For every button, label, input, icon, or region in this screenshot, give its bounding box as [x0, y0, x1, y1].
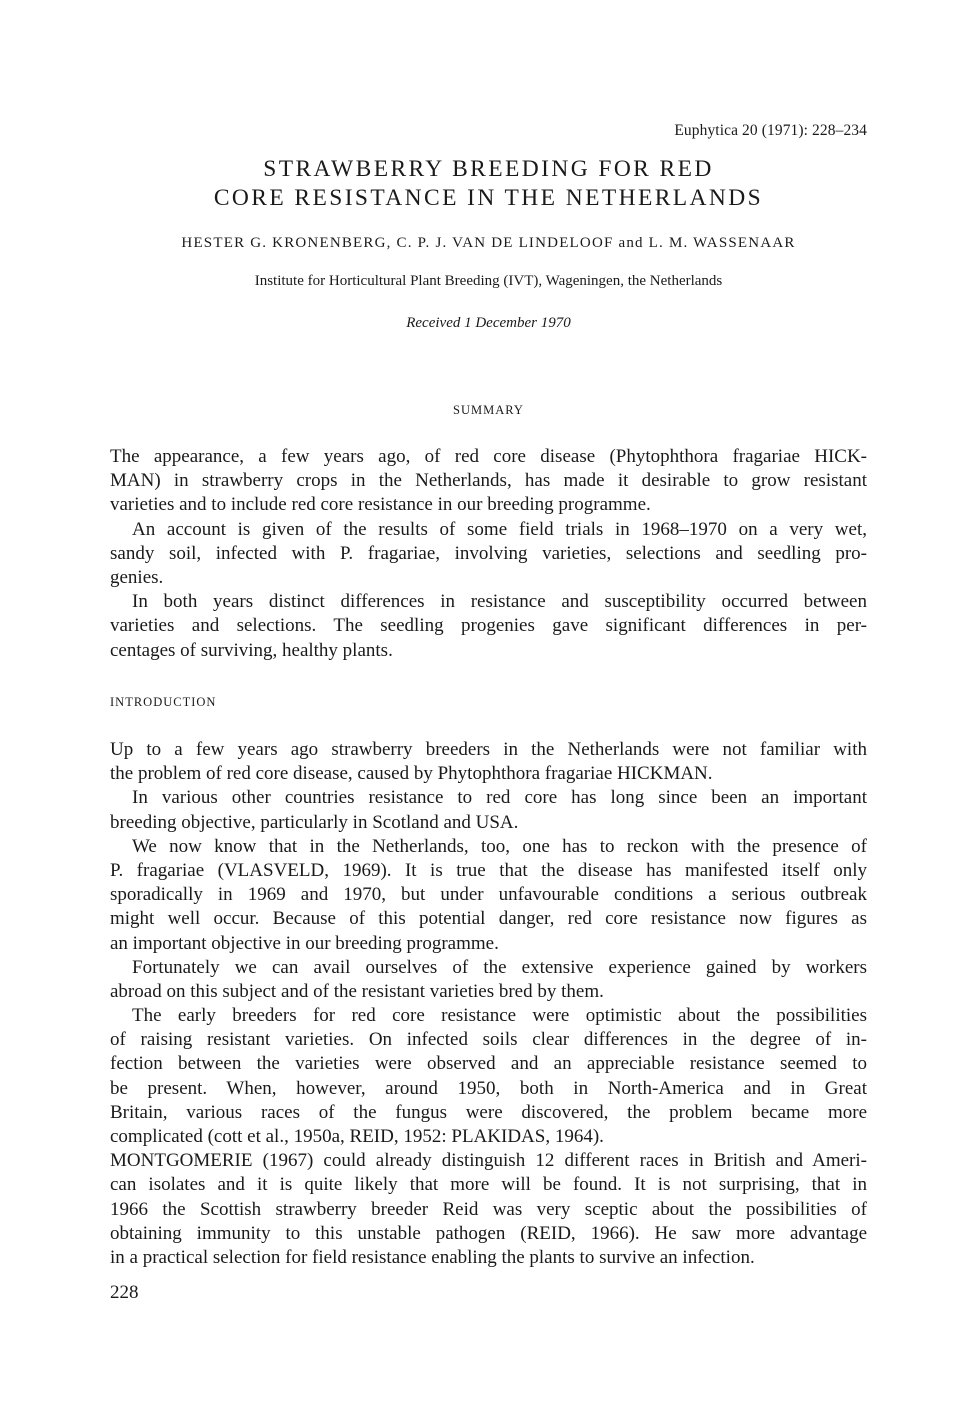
intro-line: In various other countries resistance to red core has long since been an important	[132, 787, 867, 809]
intro-line: Britain, various races of the fungus were discovered, the problem became more	[110, 1101, 867, 1123]
summary-line: MAN) in strawberry crops in the Netherlands, has made it desirable to grow resistant	[110, 470, 867, 492]
summary-line: genies.	[110, 566, 164, 588]
journal-citation: Euphytica 20 (1971): 228–234	[674, 122, 867, 139]
introduction-text	[110, 738, 867, 1270]
intro-line: the problem of red core disease, caused by Phytophthora fragariae HICKMAN.	[110, 763, 713, 785]
summary-line: varieties and selections. The seedling progenies gave significant differences in per-	[110, 615, 867, 637]
intro-line: can isolates and it is quite likely that more will be found. It is not surprising, that in	[110, 1174, 867, 1196]
summary-heading: SUMMARY	[453, 403, 524, 417]
intro-line: an important objective in our breeding programme.	[110, 932, 499, 954]
intro-line: P. fragariae (VLASVELD, 1969). It is true that the disease has manifested itself only	[110, 859, 867, 881]
intro-line: be present. When, however, around 1950, both in North-America and in Great	[110, 1077, 867, 1099]
author-list: HESTER G. KRONENBERG, C. P. J. VAN DE LINDELOOF and L. M. WASSENAAR	[181, 235, 796, 251]
summary-line: In both years distinct differences in resistance and susceptibility occurred between	[132, 591, 867, 613]
page-number: 228	[110, 1282, 139, 1303]
intro-line: in a practical selection for field resistance enabling the plants to survive an infection.	[110, 1246, 755, 1268]
intro-line: 1966 the Scottish strawberry breeder Reid was very sceptic about the possibilities of	[110, 1198, 867, 1220]
affiliation: Institute for Horticultural Plant Breeding (IVT), Wageningen, the Netherlands	[254, 273, 723, 289]
intro-line: complicated (cott et al., 1950a, REID, 1952: PLAKIDAS, 1964).	[110, 1126, 604, 1147]
intro-line: obtaining immunity to this unstable pathogen (REID, 1966). He saw more advantage	[110, 1222, 867, 1244]
intro-line: sporadically in 1969 and 1970, but under unfavourable conditions a serious outbreak	[110, 884, 867, 906]
summary-line: varieties and to include red core resistance in our breeding programme.	[110, 494, 651, 516]
intro-line: might well occur. Because of this potential danger, red core resistance now figures as	[110, 908, 867, 930]
intro-line: Fortunately we can avail ourselves of the extensive experience gained by workers	[132, 956, 867, 978]
intro-line: Up to a few years ago strawberry breeders in the Netherlands were not familiar with	[110, 739, 867, 760]
intro-line: breeding objective, particularly in Scotland and USA.	[110, 811, 519, 833]
summary-text	[110, 445, 867, 663]
intro-line: of raising resistant varieties. On infected soils clear differences in the degree of in-	[110, 1029, 867, 1051]
intro-line: abroad on this subject and of the resistant varieties bred by them.	[110, 980, 604, 1002]
article-title	[110, 155, 867, 213]
summary-line: centages of surviving, healthy plants.	[110, 639, 393, 661]
summary-line: An account is given of the results of some field trials in 1968–1970 on a very wet,	[132, 518, 867, 540]
title-line: STRAWBERRY BREEDING FOR RED	[263, 156, 714, 182]
received-date: Received 1 December 1970	[406, 315, 571, 331]
intro-line: We now know that in the Netherlands, too, one has to reckon with the presence of	[132, 835, 867, 857]
title-line: CORE RESISTANCE IN THE NETHERLANDS	[213, 185, 764, 211]
summary-line: sandy soil, infected with P. fragariae, involving varieties, selections and seedling pro-	[110, 542, 867, 564]
intro-line: fection between the varieties were observed and an appreciable resistance seemed to	[110, 1053, 867, 1075]
journal-page	[110, 0, 867, 1425]
summary-line: The appearance, a few years ago, of red core disease (Phytophthora fragariae HICK-	[110, 446, 867, 467]
intro-line: The early breeders for red core resistance were optimistic about the possibilities	[132, 1005, 867, 1027]
intro-line: MONTGOMERIE (1967) could already distinguish 12 different races in British and Ameri-	[110, 1150, 867, 1172]
introduction-heading: INTRODUCTION	[110, 695, 217, 709]
